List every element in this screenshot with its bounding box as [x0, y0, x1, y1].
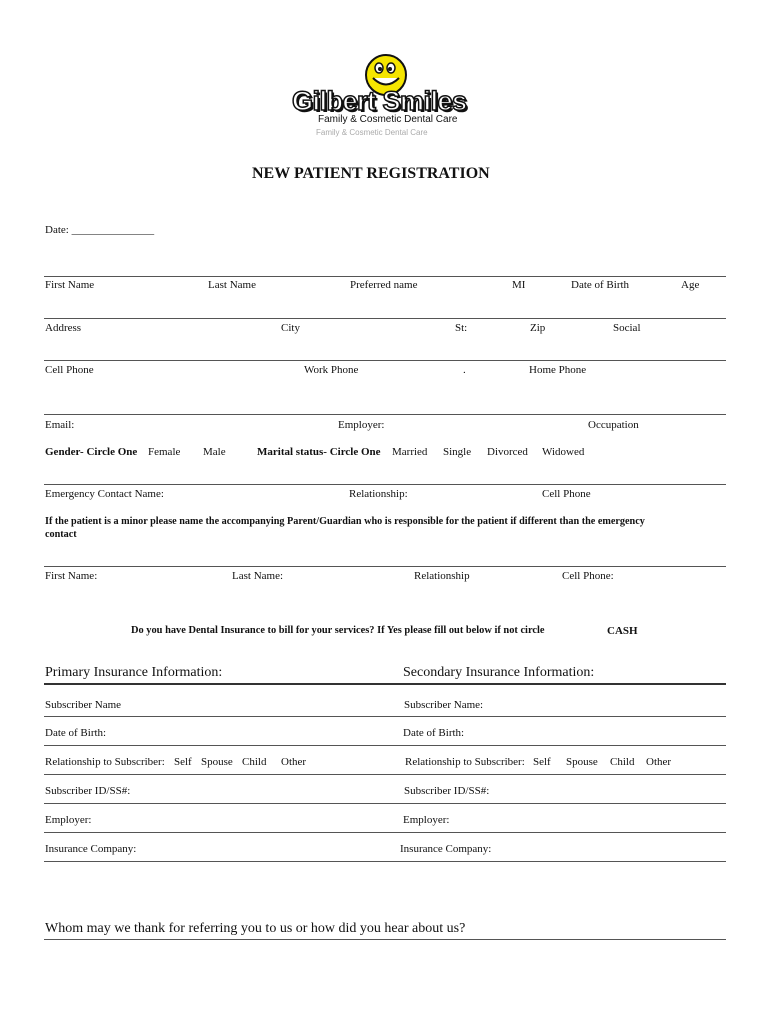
cash-option[interactable]: CASH [607, 625, 638, 637]
page-title: NEW PATIENT REGISTRATION [252, 165, 490, 182]
secondary-other-option[interactable]: Other [646, 756, 672, 768]
gender-female-option[interactable]: Female [148, 446, 181, 458]
cell-phone-field[interactable]: Cell Phone [45, 364, 94, 376]
preferred-name-field[interactable]: Preferred name [350, 279, 418, 291]
guardian-relationship-field[interactable]: Relationship [414, 570, 470, 582]
zip-field[interactable]: Zip [530, 322, 546, 334]
divider [44, 318, 726, 319]
gender-male-option[interactable]: Male [203, 446, 226, 458]
divider [44, 861, 726, 862]
divider [44, 774, 726, 775]
divider [44, 939, 726, 940]
secondary-employer-field[interactable]: Employer: [403, 814, 450, 826]
secondary-subscriber-id-field[interactable]: Subscriber ID/SS#: [404, 785, 490, 797]
separator-dot: . [463, 364, 466, 376]
home-phone-field[interactable]: Home Phone [529, 364, 587, 376]
primary-insurance-heading: Primary Insurance Information: [45, 665, 223, 680]
social-field[interactable]: Social [613, 322, 641, 334]
divider [44, 832, 726, 833]
secondary-insurance-company-field[interactable]: Insurance Company: [400, 843, 492, 855]
guardian-first-name-field[interactable]: First Name: [45, 570, 98, 582]
primary-subscriber-name-field[interactable]: Subscriber Name [45, 699, 122, 711]
primary-spouse-option[interactable]: Spouse [201, 756, 233, 768]
primary-child-option[interactable]: Child [242, 756, 267, 768]
primary-subscriber-id-field[interactable]: Subscriber ID/SS#: [45, 785, 131, 797]
employer-field[interactable]: Employer: [338, 419, 385, 431]
marital-label: Marital status- Circle One [257, 446, 381, 458]
divider [44, 716, 726, 717]
email-field[interactable]: Email: [45, 419, 75, 431]
divider [44, 745, 726, 746]
marital-single-option[interactable]: Single [443, 446, 472, 458]
secondary-spouse-option[interactable]: Spouse [566, 756, 598, 768]
occupation-field[interactable]: Occupation [588, 419, 639, 431]
first-name-field[interactable]: First Name [45, 279, 95, 291]
state-field[interactable]: St: [455, 322, 468, 334]
divider [44, 484, 726, 485]
divider [44, 414, 726, 415]
primary-dob-field[interactable]: Date of Birth: [45, 727, 107, 739]
primary-insurance-company-field[interactable]: Insurance Company: [45, 843, 137, 855]
secondary-insurance-heading: Secondary Insurance Information: [403, 665, 595, 680]
primary-relationship-label: Relationship to Subscriber: [45, 756, 165, 768]
marital-divorced-option[interactable]: Divorced [487, 446, 528, 458]
divider [44, 566, 726, 567]
secondary-subscriber-name-field[interactable]: Subscriber Name: [404, 699, 484, 711]
minor-note: If the patient is a minor please name the accompanying Parent/Guardian who is responsible for the patient if different than the emergency [45, 516, 645, 527]
guardian-cell-field[interactable]: Cell Phone: [562, 570, 614, 582]
divider [44, 360, 726, 361]
dob-field[interactable]: Date of Birth [571, 279, 630, 291]
last-name-field[interactable]: Last Name [208, 279, 256, 291]
emergency-contact-field[interactable]: Emergency Contact Name: [45, 488, 164, 500]
brand-logo-text: Gilbert Smiles [292, 86, 467, 116]
emergency-relationship-field[interactable]: Relationship: [349, 488, 408, 500]
primary-employer-field[interactable]: Employer: [45, 814, 92, 826]
address-field[interactable]: Address [45, 322, 82, 334]
date-field[interactable]: Date: _______________ [45, 224, 155, 236]
divider [44, 276, 726, 277]
emergency-cell-field[interactable]: Cell Phone [542, 488, 591, 500]
minor-note-cont: contact [45, 529, 77, 540]
secondary-dob-field[interactable]: Date of Birth: [403, 727, 465, 739]
divider [44, 803, 726, 804]
primary-other-option[interactable]: Other [281, 756, 307, 768]
secondary-self-option[interactable]: Self [533, 756, 551, 768]
primary-self-option[interactable]: Self [174, 756, 192, 768]
guardian-last-name-field[interactable]: Last Name: [232, 570, 284, 582]
work-phone-field[interactable]: Work Phone [304, 364, 359, 376]
brand-tagline: Family & Cosmetic Dental Care [318, 114, 458, 125]
divider [44, 683, 726, 685]
insurance-question: Do you have Dental Insurance to bill for your services? If Yes please fill out below if not circle [131, 625, 545, 636]
gender-label: Gender- Circle One [45, 446, 138, 458]
referral-question-field[interactable]: Whom may we thank for referring you to us or how did you hear about us? [45, 921, 466, 936]
mi-field[interactable]: MI [512, 279, 526, 291]
city-field[interactable]: City [281, 322, 300, 334]
secondary-relationship-label: Relationship to Subscriber: [405, 756, 525, 768]
secondary-child-option[interactable]: Child [610, 756, 635, 768]
faded-tagline: Family & Cosmetic Dental Care [316, 128, 428, 137]
marital-married-option[interactable]: Married [392, 446, 428, 458]
marital-widowed-option[interactable]: Widowed [542, 446, 585, 458]
age-field[interactable]: Age [681, 279, 700, 291]
